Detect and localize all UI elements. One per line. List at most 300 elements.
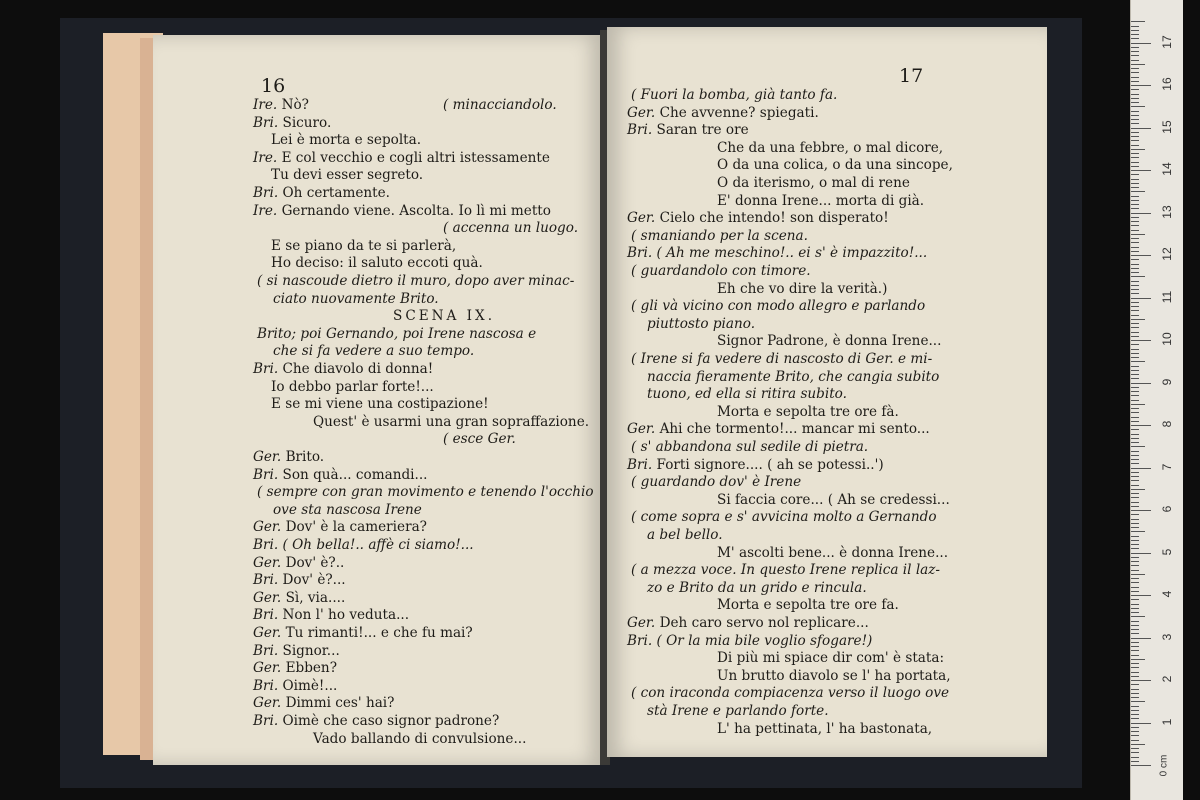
dialogue-text: Gernando viene. Ascolta. Io lì mi metto [281,202,551,219]
ruler-tick [1131,81,1139,82]
stage-direction: ( si nascoude dietro il muro, dopo aver minac- [257,273,575,289]
speaker-label: Bri. [627,456,653,473]
stage-direction: ( minacciandolo. [443,97,557,113]
ruler-tick [1131,264,1139,265]
dialogue-text: Si faccia core... ( Ah se credessi... [717,491,950,508]
ruler-number: 10 [1160,332,1174,346]
ruler-tick [1131,323,1139,324]
ruler-tick [1131,574,1145,575]
ruler-tick [1131,701,1145,702]
ruler-tick [1131,765,1151,766]
ruler-tick [1131,43,1151,44]
speaker-label: Ger. [253,695,282,712]
text-line [257,326,536,342]
ruler-tick [1131,400,1139,401]
stage-direction: ( guardando dov' è Irene [631,474,802,491]
ruler-tick [1131,89,1139,90]
text-line [253,695,394,711]
stage-direction: tuono, ed ella si ritira subito. [647,386,847,403]
ruler-tick [1131,183,1139,184]
ruler-unit-label: 0 cm [1158,754,1170,777]
text-line [627,615,869,631]
stage-direction: ( Irene si fa vedere di nascosto di Ger. e mi- [631,351,933,367]
text-line [717,281,887,297]
ruler-tick [1131,47,1139,48]
dialogue-text: O da una colica, o da una sincope, [717,157,953,174]
ruler-tick [1131,353,1139,354]
stage-direction: ( s' abbandona sul sedile di pietra. [631,439,869,455]
ruler-tick [1131,242,1139,243]
text-line [253,467,427,483]
text-line [717,140,943,156]
ruler-tick [1131,77,1139,78]
ruler-tick [1131,281,1139,282]
ruler-number: 8 [1160,420,1174,428]
dialogue-text: Dov' è?.. [285,554,345,571]
ruler-tick [1131,689,1139,690]
ruler-tick [1131,38,1139,39]
ruler-tick [1131,115,1139,116]
dialogue-text: Nò? [281,97,309,113]
text-line [631,439,868,455]
ruler-tick [1131,293,1139,294]
ruler-number: 6 [1160,505,1174,513]
ruler-tick [1131,217,1139,218]
text-line [647,316,755,332]
ruler-tick [1131,608,1139,609]
ruler-tick [1131,591,1139,592]
stage-direction: ( esce Ger. [443,431,516,448]
ruler-tick [1131,302,1139,303]
ruler-tick [1131,170,1151,171]
ruler-tick [1131,225,1139,226]
ruler-tick [1131,26,1139,27]
ruler-number: 12 [1160,247,1174,261]
speaker-label: Bri. [627,632,653,649]
ruler-tick [1131,179,1139,180]
text-line [253,115,331,131]
ruler-tick [1131,68,1139,69]
text-line [717,545,948,561]
ruler-tick [1131,60,1139,61]
text-line [717,175,910,191]
text-line [717,157,953,173]
ruler-tick [1131,255,1151,256]
text-line [273,291,439,307]
text-line [717,721,932,737]
dialogue-text: Signor... [282,642,340,659]
ruler-number: 5 [1160,548,1174,555]
text-line [313,731,526,747]
stage-direction: che si fa vedere a suo tempo. [273,343,475,360]
ruler-tick [1131,582,1139,583]
ruler-tick [1131,744,1145,745]
text-line [253,607,409,623]
ruler-tick [1131,106,1145,107]
ruler-tick [1131,731,1139,732]
dialogue-text: Ebben? [285,660,337,677]
ruler-tick [1131,684,1139,685]
text-line [717,668,951,684]
ruler-tick [1131,468,1151,469]
ruler-number: 13 [1160,204,1174,219]
speaker-label: Ger. [627,615,656,631]
dialogue-text: Sì, via.... [285,589,346,606]
ruler-tick [1131,383,1151,384]
text-line [631,474,801,490]
ruler-number: 17 [1160,34,1174,49]
speaker-label: Ger. [627,104,656,121]
dialogue-text: Dimmi ces' hai? [285,695,395,712]
speaker-label: Bri. [253,466,279,483]
ruler-tick [1131,612,1139,613]
ruler-tick [1131,204,1139,205]
speaker-label: Ire. [253,202,278,219]
ruler-tick [1131,111,1139,112]
ruler-tick [1131,625,1139,626]
text-line [253,519,427,535]
ruler-number: 2 [1160,675,1174,683]
dialogue-text: L' ha pettinata, l' ha bastonata, [717,720,933,737]
speaker-label: Bri. [253,361,279,377]
text-line [627,105,819,121]
text-line [647,386,847,402]
ruler-tick [1131,761,1139,762]
text-line [273,343,474,359]
speaker-label: Bri. [627,122,653,139]
text-line [647,580,867,596]
ruler-tick [1131,727,1139,728]
text-line [271,238,456,254]
ruler-tick [1131,332,1139,333]
ruler-tick [1131,319,1145,320]
ruler-tick [1131,366,1139,367]
page-number: 16 [261,75,286,97]
ruler-tick [1131,361,1145,362]
dialogue-text: Son quà... comandi... [282,466,428,483]
ruler-tick [1131,196,1139,197]
text-line [627,245,927,261]
text-line [627,457,884,473]
ruler-tick [1131,285,1139,286]
ruler-tick [1131,663,1139,664]
ruler-tick [1131,340,1151,341]
ruler-tick [1131,191,1145,192]
ruler-tick [1131,646,1139,647]
stage-direction: ( con iraconda compiacenza verso il luogo ove [631,685,950,702]
dialogue-text: Oh certamente. [282,185,390,201]
dialogue-text: Saran tre ore [656,122,749,139]
ruler-tick [1131,327,1139,328]
dialogue-text: E se piano da te si parlerà, [271,237,457,254]
dialogue-text: Eh che vo dire la verità.) [717,280,888,297]
speaker-label: Ger. [253,660,282,677]
ruler-tick [1131,349,1139,350]
ruler-tick [1131,374,1139,375]
ruler-tick [1131,710,1139,711]
ruler-tick [1131,557,1139,558]
ruler-tick [1131,472,1139,473]
text-line [631,87,837,103]
dialogue-text: Dov' è la cameriera? [285,519,427,536]
text-line [717,193,924,209]
ruler-tick [1131,221,1139,222]
ruler-tick [1131,315,1139,316]
text-line [647,527,723,543]
dialogue-text: Tu rimanti!... e che fu mai? [285,625,473,641]
dialogue-text: Ho deciso: il saluto eccoti quà. [271,255,483,272]
text-line [271,167,423,183]
text-line [271,396,489,412]
text-line [253,203,551,219]
ruler-tick [1131,446,1145,447]
text-line [253,449,324,465]
ruler-tick [1131,289,1139,290]
ruler-tick [1131,642,1139,643]
dialogue-text: Forti signore.... ( ah se potessi..') [656,456,884,473]
stage-direction: ( sempre con gran movimento e tenendo l'occhio [257,484,594,501]
ruler-tick [1131,213,1151,214]
stage-direction: ( gli và vicino con modo allegro e parlando [631,298,926,315]
text-line [271,379,434,395]
dialogue-text: Oimè che caso signor padrone? [282,713,500,729]
stage-direction: ( Oh bella!.. affè ci siamo!... [282,537,474,553]
text-line [253,590,345,606]
ruler-tick [1131,238,1139,239]
ruler-tick [1131,128,1151,129]
text-line [273,502,422,518]
text-line [253,185,390,201]
ruler-number: 4 [1160,590,1174,598]
ruler-tick [1131,650,1139,651]
ruler-tick [1131,697,1139,698]
ruler-tick [1131,119,1139,120]
text-line [393,308,495,324]
speaker-label: Bri. [253,607,279,624]
dialogue-text: Che da una febbre, o mal dicore, [717,139,944,156]
ruler-tick [1131,55,1139,56]
ruler-tick [1131,85,1151,86]
ruler-tick [1131,489,1145,490]
dialogue-text: Brito. [285,449,325,465]
ruler-tick [1131,370,1139,371]
text-line [717,597,899,613]
dialogue-text: E se mi viene una costipazione! [271,396,489,413]
dialogue-text: Morta e sepolta tre ore fà. [717,403,899,420]
ruler-tick [1131,714,1139,715]
text-line [253,572,346,588]
ruler-tick [1131,485,1139,486]
ruler-tick [1131,145,1139,146]
ruler-tick [1131,247,1139,248]
ruler-tick [1131,94,1139,95]
ruler-tick [1131,298,1151,299]
ruler-tick [1131,272,1139,273]
text-line [253,150,550,166]
ruler-tick [1131,21,1145,22]
ruler-number: 16 [1160,77,1174,91]
ruler-tick [1131,672,1139,673]
text-line [253,660,337,676]
ruler-tick [1131,434,1139,435]
ruler-tick [1131,251,1139,252]
dialogue-text: Ahi che tormento!... mancar mi sento... [659,421,930,438]
ruler-tick [1131,438,1139,439]
dialogue-text: Lei è morta e sepolta. [271,132,422,149]
stage-direction: ove sta nascosa Irene [273,501,422,518]
text-line [647,369,939,385]
dialogue-text: Di più mi spiace dir com' è stata: [717,650,945,667]
text-line [631,228,808,244]
ruler-tick [1131,187,1139,188]
speaker-label: Bri. [253,537,279,553]
ruler-tick [1131,723,1151,724]
speaker-label: Bri. [253,572,279,589]
ruler-tick [1131,531,1145,532]
text-line [627,421,930,437]
ruler-tick [1131,395,1139,396]
speaker-label: Bri. [253,185,279,201]
ruler-tick [1131,570,1139,571]
dialogue-text: Deh caro servo nol replicare... [659,615,869,631]
ruler-tick [1131,693,1139,694]
ruler-tick [1131,455,1139,456]
dialogue-text: Un brutto diavolo se l' ha portata, [717,667,951,684]
ruler-tick [1131,553,1151,554]
ruler-tick [1131,344,1139,345]
stage-direction: stà Irene e parlando forte. [647,703,829,719]
text-line [717,492,950,508]
speaker-label: Ire. [253,97,278,113]
stage-direction: ( smaniando per la scena. [631,227,808,244]
stage-direction: piuttosto piano. [647,315,756,332]
ruler-tick [1131,659,1145,660]
text-line [717,404,899,420]
text-line [717,650,944,666]
dialogue-text: Che diavolo di donna! [282,361,434,377]
ruler-number: 1 [1160,718,1174,725]
ruler-number: 11 [1160,290,1174,303]
ruler-tick [1131,502,1139,503]
text-line [271,132,421,148]
text-line [253,537,474,553]
stage-direction: ( Ah me meschino!.. ei s' è impazzito!... [656,245,928,262]
stage-direction: Brito; poi Gernando, poi Irene nascosa e [257,325,537,342]
ruler-tick [1131,544,1139,545]
ruler-tick [1131,51,1139,52]
speaker-label: Ger. [253,554,282,571]
text-line [253,97,557,113]
speaker-label: Bri. [253,642,279,659]
ruler-tick [1131,336,1139,337]
ruler-tick [1131,718,1139,719]
ruler-tick [1131,667,1139,668]
ruler-tick [1131,391,1139,392]
text-line [631,562,940,578]
ruler-tick [1131,633,1139,634]
ruler-tick [1131,680,1151,681]
ruler-tick [1131,523,1139,524]
ruler-tick [1131,752,1139,753]
ruler-tick [1131,421,1139,422]
dialogue-text: Che avvenne? spiegati. [659,104,819,121]
ruler-tick [1131,459,1139,460]
ruler-tick [1131,451,1139,452]
speaker-label: Ger. [627,210,656,227]
ruler-number: 3 [1160,633,1174,640]
ruler-tick [1131,506,1139,507]
ruler-tick [1131,234,1145,235]
speaker-label: Bri. [253,114,279,131]
text-line [253,678,337,694]
dialogue-text: Oimè!... [282,677,338,694]
ruler-tick [1131,599,1139,600]
text-line [631,509,937,525]
ruler-tick [1131,412,1139,413]
speaker-label: Bri. [253,713,279,729]
ruler-tick [1131,166,1139,167]
ruler-tick [1131,510,1151,511]
ruler-tick [1131,706,1139,707]
speaker-label: Ger. [253,519,282,536]
dialogue-text: Vado ballando di convulsione... [313,730,527,747]
ruler-tick [1131,162,1139,163]
ruler-tick [1131,616,1145,617]
dialogue-text: Dov' è?... [282,572,346,589]
ruler-tick [1131,123,1139,124]
ruler-tick [1131,132,1139,133]
text-line [257,273,574,289]
dialogue-text: Non l' ho veduta... [282,607,410,624]
dialogue-text: Tu devi esser segreto. [271,167,424,184]
stage-direction: ( accenna un luogo. [443,220,579,237]
ruler-tick [1131,417,1139,418]
ruler-tick [1131,259,1139,260]
page-number: 17 [899,65,924,87]
text-line [631,298,925,314]
ruler-tick [1131,463,1139,464]
text-line [627,633,872,649]
speaker-label: Ger. [627,421,656,438]
ruler-tick [1131,540,1139,541]
speaker-label: Bri. [627,245,653,262]
ruler-tick [1131,404,1145,405]
ruler-tick [1131,268,1139,269]
stage-direction: a bel bello. [647,527,723,543]
text-line [631,685,949,701]
text-line [313,414,589,430]
ruler-tick [1131,497,1139,498]
text-line [717,333,941,349]
ruler-tick [1131,527,1139,528]
ruler-tick [1131,442,1139,443]
speaker-label: Ger. [253,449,282,465]
ruler-tick [1131,200,1139,201]
ruler-tick [1131,153,1139,154]
text-line [271,255,483,271]
ruler-tick [1131,310,1139,311]
speaker-label: Ger. [253,625,282,641]
right-page [607,27,1047,757]
stage-direction: ( a mezza voce. In questo Irene replica il laz- [631,562,941,579]
ruler-tick [1131,157,1139,158]
ruler-tick [1131,655,1139,656]
text-line [253,625,473,641]
ruler-tick [1131,387,1139,388]
dialogue-text: Sicuro. [282,114,332,131]
ruler-tick [1131,378,1139,379]
stage-direction: ( come sopra e s' avvicina molto a Gernando [631,509,937,526]
